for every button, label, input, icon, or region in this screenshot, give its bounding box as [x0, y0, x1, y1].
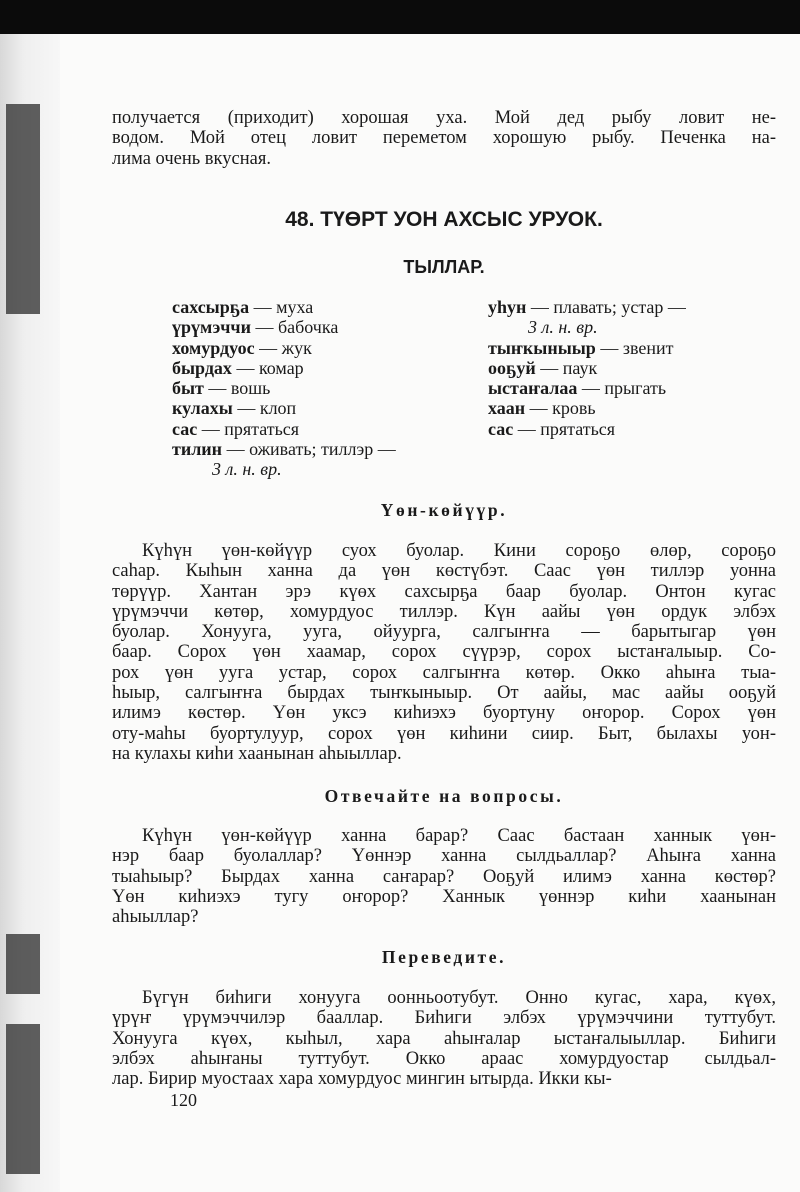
vocab-entry	[172, 419, 396, 439]
text-line: нэр баар буолаллар? Үөннэр ханна сылдьаллар? Аһыҥа ханна	[112, 846, 776, 867]
text-line: лар. Бирир муостаах хара хомурдуос мингин ытырда. Икки кы-	[112, 1069, 612, 1090]
vocab-word: бырдах	[172, 357, 232, 378]
vocab-word: хомурдуос	[172, 337, 255, 358]
text-line: Хонууга күөх, кыһыл, хара аһыҥалар ыстаҥалыыллар. Биһиги	[112, 1028, 776, 1049]
text-line: водом. Мой отец ловит переметом хорошую рыбу. Печенка на-	[112, 128, 776, 149]
vocab-gloss: — комар	[231, 357, 304, 378]
vocab-entry	[488, 338, 686, 358]
vocab-gloss: — прыгать	[577, 378, 667, 399]
translate-paragraph	[112, 988, 776, 1089]
text-line: үрүҥ үрүмэччилэр бааллар. Биһиги элбэх үрүмэччини туттубут.	[112, 1008, 776, 1029]
text-line: үрүмэччи көтөр, хомурдуос тиллэр. Күн аайы үөн ордук элбэх	[112, 601, 776, 622]
vocab-word: тилин	[172, 439, 223, 460]
vocab-left-column	[172, 297, 396, 480]
vocab-word: кулахы	[172, 398, 233, 419]
questions-paragraph	[112, 826, 776, 927]
vocab-word: ыстаҥалаа	[488, 378, 578, 399]
text-line: на кулахы киһи хаанынан аһыыллар.	[112, 743, 402, 764]
text-line: аһыыллар?	[112, 907, 199, 928]
vocab-gloss: — прятаться	[197, 418, 300, 439]
section-title-questions: Отвечайте на вопросы.	[324, 786, 564, 806]
vocab-word: уһун	[488, 297, 527, 317]
vocab-grammar-note: 3 л. н. вр.	[528, 317, 598, 338]
vocab-gloss: — прятаться	[513, 418, 616, 439]
text-line: Бүгүн биһиги хонууга оонньоотубут. Онно кугас, хара, күөх,	[142, 988, 776, 1008]
text-line: төрүүр. Хантан эрэ күөх сахсырҕа баар буолар. Онтон кугас	[112, 581, 776, 602]
vocab-entry	[488, 398, 686, 418]
vocab-gloss: — оживать; тиллэр —	[222, 439, 396, 460]
vocab-word: сас	[488, 418, 514, 439]
text-line: получается (приходит) хорошая уха. Мой дед рыбу ловит не-	[112, 108, 776, 128]
vocab-right-column	[488, 297, 686, 439]
vocab-word: хаан	[488, 398, 526, 419]
vocab-gloss: — бабочка	[250, 317, 339, 338]
vocab-gloss: — кровь	[525, 398, 596, 419]
vocab-entry	[488, 317, 686, 337]
vocab-gloss: — жук	[254, 337, 312, 358]
vocab-word: үрүмэччи	[172, 317, 251, 338]
vocab-entry	[172, 378, 396, 398]
scan-top-edge	[0, 0, 800, 34]
vocab-gloss: — муха	[249, 297, 314, 317]
vocab-word: сахсырҕа	[172, 297, 250, 317]
text-line: рох үөн ууга устар, сорох салгыҥҥа көтөр. Окко аһыҥа тыа-	[112, 662, 776, 683]
vocab-entry	[172, 398, 396, 418]
text-paragraph	[112, 541, 776, 764]
vocab-entry	[488, 358, 686, 378]
vocab-entry	[488, 419, 686, 439]
text-line: тыаһыыр? Бырдах ханна саҥарар? Ооҕуй илимэ ханна көстөр?	[112, 866, 776, 887]
lesson-title: 48. ТҮӨРТ УОН АХСЫС УРУОК.	[285, 208, 603, 231]
vocab-entry	[172, 297, 396, 317]
text-line: Күһүн үөн-көйүүр суох буолар. Кини сороҕо өлөр, сороҕо	[142, 541, 776, 561]
text-line: лима очень вкусная.	[112, 148, 271, 169]
scan-left-margin	[0, 34, 60, 1192]
vocab-entry	[172, 439, 396, 459]
text-line: Күһүн үөн-көйүүр ханна барар? Саас бастаан ханнык үөн-	[142, 826, 776, 846]
section-title-text: Үөн-көйүүр.	[380, 500, 508, 520]
text-line: илимэ көстөр. Үөн уксэ киһиэхэ буортуну оҥорор. Сорох үөн	[112, 703, 776, 724]
vocab-word: тыҥкыныыр	[488, 337, 596, 358]
vocab-gloss: — вошь	[203, 378, 271, 399]
vocab-word: быт	[172, 378, 204, 399]
text-line: һыыр, салгыҥҥа бырдах тыҥкыныыр. От аайы, мас аайы ооҕуй	[112, 683, 776, 704]
text-line: буолар. Хонууга, ууга, ойуурга, салгыҥҥа — барытыгар үөн	[112, 622, 776, 643]
vocab-gloss: — плавать; устар —	[526, 297, 686, 317]
text-line: элбэх аһыҥаны туттубут. Окко араас хомурдуостар сылдьал-	[112, 1048, 776, 1069]
vocab-entry	[488, 297, 686, 317]
vocab-word: сас	[172, 418, 198, 439]
vocab-gloss: — клоп	[232, 398, 297, 419]
vocab-grammar-note: 3 л. н. вр.	[212, 459, 282, 480]
text-line: саһар. Кыһын ханна да үөн көстүбэт. Саас үөн тиллэр уонна	[112, 561, 776, 582]
text-line: оту-маһы буортулуур, сорох үөн киһини сиир. Быт, былахы уон-	[112, 723, 776, 744]
section-title-translate: Переведите.	[381, 947, 507, 967]
text-line: баар. Сорох үөн хаамар, сорох сүүрэр, сорох ыстаҥалыыр. Со-	[112, 642, 776, 663]
text-line: Үөн киһиэхэ тугу оҥорор? Ханнык үөннэр киһи хаанынан	[112, 886, 776, 907]
vocab-gloss: — паук	[535, 357, 598, 378]
vocab-entry	[172, 317, 396, 337]
page-number: 120	[170, 1090, 197, 1110]
vocab-gloss: — звенит	[595, 337, 674, 358]
vocab-entry	[172, 358, 396, 378]
vocab-entry	[488, 378, 686, 398]
vocab-word: ооҕуй	[488, 357, 536, 378]
words-title: ТЫЛЛАР.	[403, 257, 485, 277]
vocab-entry	[172, 338, 396, 358]
intro-paragraph	[112, 108, 776, 169]
